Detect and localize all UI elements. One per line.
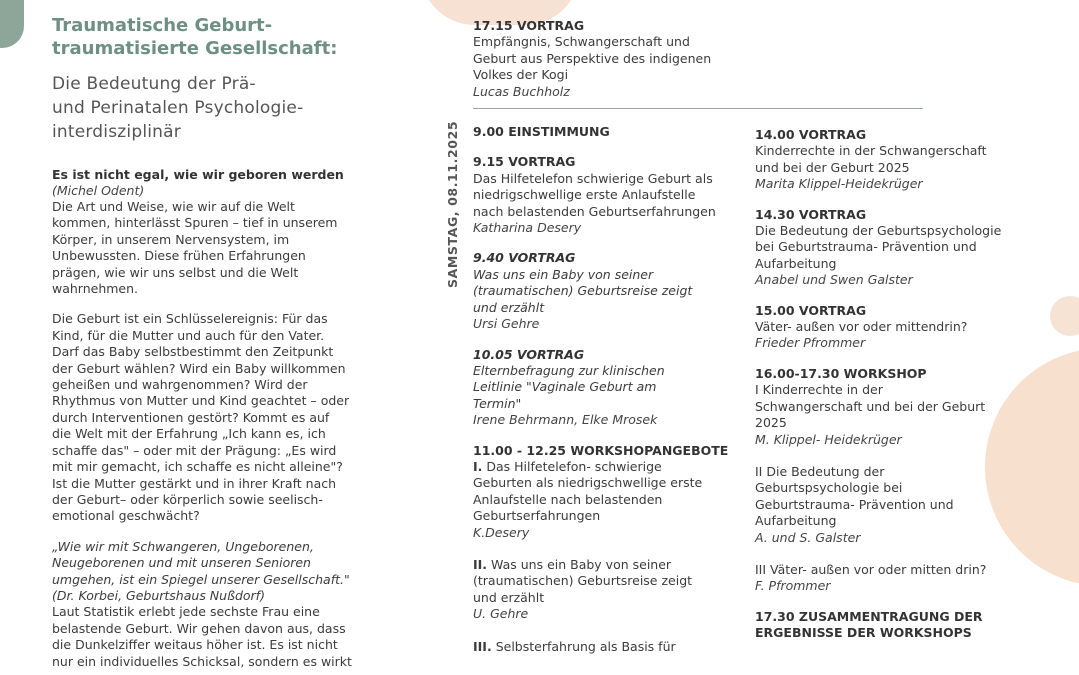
- quote-heading: Es ist nicht egal, wie wir geboren werden: [52, 167, 344, 182]
- decor-blob-green: [0, 0, 24, 48]
- intro-quote-2: „Wie wir mit Schwangeren, Ungeborenen, Neugeborenen und mit unseren Senioren umgehen, ist ein Spiegel unserer Gesellschaft." (Dr. Korbei, Geburtshaus Nußdorf): [52, 538, 350, 603]
- schedule-item-1715: 17.15 VORTRAG Empfängnis, Schwangerschaft und Geburt aus Perspektive des indigenen Volkes der Kogi Lucas Buchholz: [473, 18, 712, 99]
- schedule-column-2: [755, 127, 1025, 656]
- decor-blob-small: [1050, 296, 1079, 336]
- day-label: SAMSTAG, 08.11.2025: [445, 120, 460, 288]
- schedule-item-1400: 14.00 VORTRAG Kinderrechte in der Schwangerschaft und bei der Geburt 2025 Marita Klippel-Heidekrüger: [755, 127, 987, 192]
- schedule-item-1600-workshop: 16.00-17.30 WORKSHOP I Kinderrechte in der Schwangerschaft und bei der Geburt 2025 M. Klippel- Heidekrüger II Die Bedeutung der Geburtspsychologie bei Geburtstrauma- Prävention und Aufarbeitung A. und S. Galster III Väter- außen vor oder mitten drin? F. Pfrommer: [755, 365, 987, 594]
- schedule-item-1500: 15.00 VORTRAG Väter- außen vor oder mittendrin? Frieder Pfrommer: [755, 302, 968, 351]
- schedule-item-1730: 17.30 ZUSAMMENTRAGUNG DER ERGEBNISSE DER WORKSHOPS: [755, 608, 983, 641]
- page-title: Traumatische Geburt- traumatisierte Gesellschaft:: [52, 15, 338, 59]
- schedule-item-915: 9.15 VORTRAG Das Hilfetelefon schwierige Geburt als niedrigschwellige erste Anlaufstelle nach belastenden Geburtserfahrungen Katharina Desery: [473, 154, 716, 236]
- schedule-item-1430: 14.30 VORTRAG Die Bedeutung der Geburtspsychologie bei Geburtstrauma- Prävention und Aufarbeitung Anabel und Swen Galster: [755, 206, 1002, 288]
- schedule-item-1100-workshops: 11.00 - 12.25 WORKSHOPANGEBOTE I. Das Hilfetelefon- schwierige Geburten als niedrigschwellige erste Anlaufstelle nach belastenden Geburtserfahrungen K.Desery II. Was uns ein Baby von seiner (traumatischen) Geburtsreise zeigt und erzählt U. Gehre III. Selbsterfahrung als Basis für: [473, 442, 729, 654]
- schedule-item-1005: 10.05 VORTRAG Elternbefragung zur klinischen Leitlinie "Vaginale Geburt am Termin" Irene Behrmann, Elke Mrosek: [473, 346, 665, 428]
- schedule-item-900: 9.00 EINSTIMMUNG: [473, 124, 610, 140]
- schedule-item-940: 9.40 VORTRAG Was uns ein Baby von seiner (traumatischen) Geburtsreise zeigt und erzählt Ursi Gehre: [473, 250, 693, 332]
- page-subtitle: Die Bedeutung der Prä- und Perinatalen Psychologie- interdisziplinär: [52, 74, 304, 142]
- intro-paragraph-3: Laut Statistik erlebt jede sechste Frau eine belastende Geburt. Wir gehen davon aus, dass die Dunkelziffer weitaus höher ist. Es ist nicht nur ein individuelles Schicksal, sondern es wirkt: [52, 604, 352, 669]
- intro-paragraph-1: Die Art und Weise, wie wir auf die Welt kommen, hinterlässt Spuren – tief in unserem Körper, in unserem Nervensystem, im Unbewussten. Diese frühen Erfahrungen prägen, wie wir uns selbst und die Welt wahrnehmen.: [52, 199, 338, 297]
- intro-column: [52, 14, 382, 670]
- quote-author: (Michel Odent): [52, 183, 145, 198]
- intro-paragraph-2: Die Geburt ist ein Schlüsselereignis: Für das Kind, für die Mutter und auch für den Vater. Darf das Baby selbstbestimmt den Zeitpunkt der Geburt wählen? Wird ein Baby willkommen geheißen und wahrgenommen? Wird der Rhythmus von Mutter und Kind geachtet – oder durch Interventionen gestört? Kommt es auf die Welt mit der Erfahrung „Ich kann es, ich schaffe das" – oder mit der Prägung: „Es wird mit mir gemacht, ich schaffe es nicht alleine"? Ist die Mutter gestärkt und in ihrer Kraft nach der Geburt– oder körperlich sowie seelisch- emotional geschwächt?: [52, 311, 350, 524]
- schedule-column-1: [473, 18, 753, 669]
